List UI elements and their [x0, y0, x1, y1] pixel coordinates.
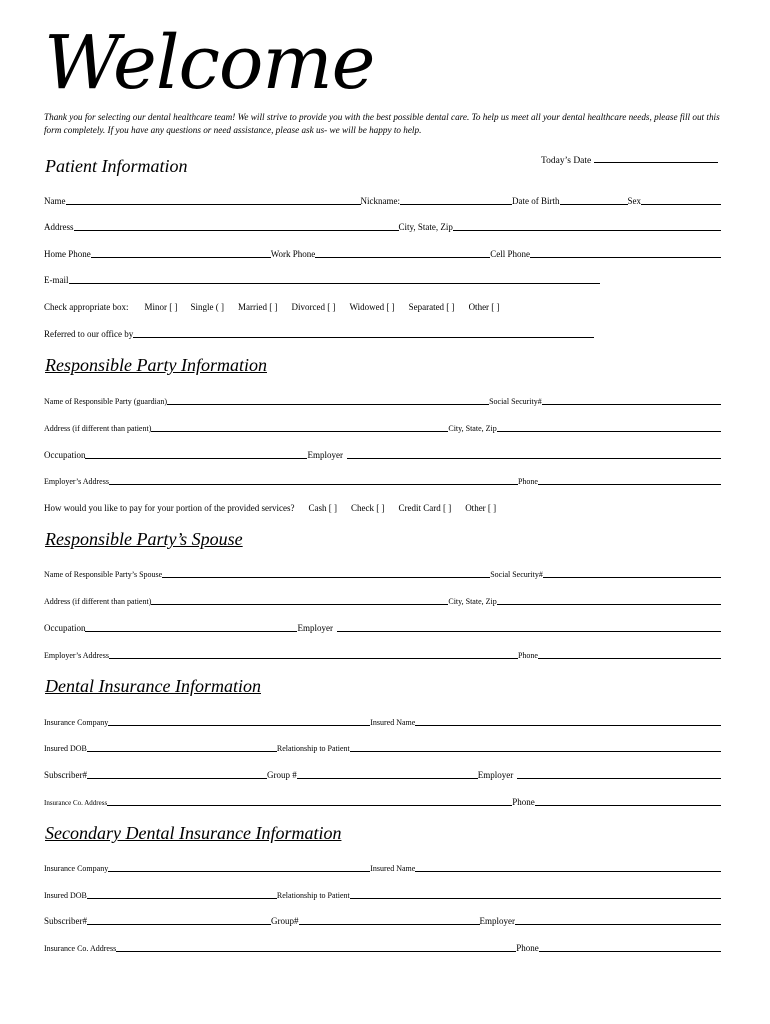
rp-city-state-zip-label: City, State, Zip — [448, 424, 497, 433]
ins-dob-field[interactable] — [87, 751, 277, 752]
check-checkbox[interactable]: Check [ ] — [350, 503, 385, 513]
sp-employer-address-field[interactable] — [109, 658, 518, 659]
widowed-checkbox[interactable]: Widowed [ ] — [349, 302, 395, 312]
ins-co-address-row — [44, 794, 721, 808]
sp-city-state-zip-field[interactable] — [497, 604, 721, 605]
rp-phone-field[interactable] — [538, 484, 721, 485]
ins-company-field[interactable] — [108, 725, 370, 726]
ins-co-address-label: Insurance Co. Address — [44, 799, 108, 807]
ins-relationship-label: Relationship to Patient — [276, 744, 350, 753]
sp-occupation-field[interactable] — [85, 631, 297, 632]
nickname-field[interactable] — [400, 204, 512, 205]
welcome-heading: Welcome — [44, 20, 375, 106]
address-field[interactable] — [74, 230, 399, 231]
pay-other-checkbox[interactable]: Other [ ] — [465, 503, 497, 513]
patient-phone-row — [44, 246, 721, 260]
email-field[interactable] — [69, 283, 601, 284]
email-label: E-mail — [44, 275, 69, 285]
credit-card-checkbox[interactable]: Credit Card [ ] — [398, 503, 452, 513]
sec-insured-name-label: Insured Name — [370, 864, 416, 873]
ins-employer-label: Employer — [477, 770, 514, 780]
referred-field[interactable] — [133, 337, 594, 338]
todays-date-field[interactable] — [541, 156, 718, 166]
rp-city-state-zip-field[interactable] — [497, 431, 721, 432]
ins-company-label: Insurance Company — [44, 718, 109, 727]
intro-text: Thank you for selecting our dental healthcare team! We will strive to provide you with the best possible dental care. To help us meet all your dental healthcare needs, please fill out this form completely. If you have any questions or need assistance, please ask us- we will be happy to help. — [44, 112, 720, 135]
divorced-checkbox[interactable]: Divorced [ ] — [291, 302, 336, 312]
todays-date-label: Today’s Date — [541, 156, 592, 166]
rp-name-label: Name of Responsible Party (guardian) — [44, 397, 168, 406]
ins-phone-field[interactable] — [535, 805, 721, 806]
sec-phone-label: Phone — [516, 943, 539, 953]
sp-occupation-row — [44, 620, 721, 634]
sp-name-label: Name of Responsible Party’s Spouse — [44, 570, 163, 579]
sp-name-row — [44, 566, 721, 580]
sp-employer-field[interactable] — [337, 631, 721, 632]
patient-address-row — [44, 219, 721, 233]
sec-group-label: Group# — [271, 916, 299, 926]
sec-phone-field[interactable] — [539, 951, 721, 952]
name-field[interactable] — [66, 204, 361, 205]
city-state-zip-label: City, State, Zip — [398, 222, 453, 232]
rp-address-field[interactable] — [151, 431, 448, 432]
cash-checkbox[interactable]: Cash [ ] — [308, 503, 337, 513]
sec-group-field[interactable] — [299, 924, 480, 925]
sec-subscriber-row — [44, 913, 721, 927]
rp-occupation-label: Occupation — [44, 450, 86, 460]
ins-subscriber-row — [44, 767, 721, 781]
sp-phone-label: Phone — [517, 651, 538, 660]
rp-employer-field[interactable] — [347, 458, 721, 459]
patient-email-row — [44, 272, 600, 286]
ins-dob-label: Insured DOB — [44, 744, 87, 753]
married-checkbox[interactable]: Married [ ] — [237, 302, 278, 312]
sp-ssn-field[interactable] — [543, 577, 721, 578]
sp-address-label: Address (if different than patient) — [44, 597, 152, 606]
dob-label: Date of Birth — [512, 196, 560, 206]
cell-phone-label: Cell Phone — [490, 249, 531, 259]
sp-city-state-zip-label: City, State, Zip — [448, 597, 497, 606]
address-label: Address — [44, 222, 74, 232]
patient-name-row — [44, 193, 721, 207]
ins-group-field[interactable] — [297, 778, 478, 779]
sec-co-address-row — [44, 940, 721, 954]
rp-address-row — [44, 420, 721, 434]
sp-address-row — [44, 593, 721, 607]
home-phone-field[interactable] — [91, 257, 271, 258]
ins-subscriber-label: Subscriber# — [44, 770, 87, 780]
sex-label: Sex — [627, 196, 641, 206]
section-title-secondary-insurance: Secondary Dental Insurance Information — [45, 823, 342, 843]
ins-insured-name-field[interactable] — [415, 725, 721, 726]
sec-employer-field[interactable] — [515, 924, 721, 925]
sp-occupation-label: Occupation — [44, 623, 86, 633]
dob-field[interactable] — [560, 204, 628, 205]
rp-employer-address-label: Employer’s Address — [44, 477, 109, 486]
ins-employer-field[interactable] — [517, 778, 721, 779]
rp-occupation-row — [44, 447, 721, 461]
single-checkbox[interactable]: Single ( ] — [190, 302, 224, 312]
marital-status-row — [44, 299, 721, 313]
section-title-responsible: Responsible Party Information — [45, 355, 267, 375]
sp-phone-field[interactable] — [538, 658, 721, 659]
ins-relationship-field[interactable] — [350, 751, 721, 752]
rp-name-field[interactable] — [167, 404, 489, 405]
check-box-label: Check appropriate box: — [44, 302, 129, 312]
sec-dob-field[interactable] — [87, 898, 277, 899]
ins-dob-row — [44, 740, 721, 754]
sec-company-field[interactable] — [108, 871, 370, 872]
nickname-label: Nickname: — [360, 196, 400, 206]
sec-company-label: Insurance Company — [44, 864, 109, 873]
sp-employer-address-row — [44, 647, 721, 661]
sec-subscriber-label: Subscriber# — [44, 916, 87, 926]
rp-ssn-field[interactable] — [542, 404, 721, 405]
sec-co-address-field[interactable] — [116, 951, 516, 952]
rp-employer-label: Employer — [307, 450, 343, 460]
separated-checkbox[interactable]: Separated [ ] — [408, 302, 455, 312]
sp-name-field[interactable] — [162, 577, 490, 578]
rp-employer-address-field[interactable] — [109, 484, 518, 485]
todays-date-line[interactable] — [594, 162, 718, 163]
section-title-spouse: Responsible Party’s Spouse — [45, 529, 243, 549]
referred-label: Referred to our office by — [44, 329, 134, 339]
section-title-insurance: Dental Insurance Information — [45, 676, 261, 696]
sec-employer-label: Employer — [479, 916, 515, 926]
sec-insured-name-field[interactable] — [415, 871, 721, 872]
sec-relationship-field[interactable] — [350, 898, 721, 899]
home-phone-label: Home Phone — [44, 249, 91, 259]
sp-employer-address-label: Employer’s Address — [44, 651, 109, 660]
sex-field[interactable] — [641, 204, 721, 205]
ins-group-label: Group # — [267, 770, 297, 780]
rp-name-row — [44, 393, 721, 407]
city-state-zip-field[interactable] — [453, 230, 721, 231]
work-phone-label: Work Phone — [270, 249, 316, 259]
rp-ssn-label: Social Security# — [489, 397, 542, 406]
ins-insured-name-label: Insured Name — [370, 718, 416, 727]
sec-dob-label: Insured DOB — [44, 891, 87, 900]
sp-address-field[interactable] — [151, 604, 448, 605]
sp-ssn-label: Social Security# — [490, 570, 543, 579]
section-title-patient: Patient Information — [45, 156, 188, 176]
referred-row — [44, 326, 594, 340]
ins-company-row — [44, 714, 721, 728]
sec-co-address-label: Insurance Co. Address — [44, 944, 117, 953]
rp-employer-address-row — [44, 473, 721, 487]
ins-subscriber-field[interactable] — [87, 778, 267, 779]
ins-phone-label: Phone — [512, 797, 535, 807]
sec-company-row — [44, 860, 721, 874]
cell-phone-field[interactable] — [530, 257, 721, 258]
other-checkbox[interactable]: Other [ ] — [468, 302, 500, 312]
rp-address-label: Address (if different than patient) — [44, 424, 152, 433]
sp-employer-label: Employer — [297, 623, 333, 633]
ins-co-address-field[interactable] — [107, 805, 512, 806]
rp-occupation-field[interactable] — [85, 458, 307, 459]
pay-question-label: How would you like to pay for your portion of the provided services? — [44, 503, 295, 513]
sec-subscriber-field[interactable] — [87, 924, 271, 925]
sec-dob-row — [44, 887, 721, 901]
name-label: Name — [44, 196, 66, 206]
work-phone-field[interactable] — [315, 257, 490, 258]
minor-checkbox[interactable]: Minor [ ] — [144, 302, 178, 312]
rp-phone-label: Phone — [517, 477, 538, 486]
payment-method-row — [44, 500, 721, 514]
sec-relationship-label: Relationship to Patient — [276, 891, 350, 900]
